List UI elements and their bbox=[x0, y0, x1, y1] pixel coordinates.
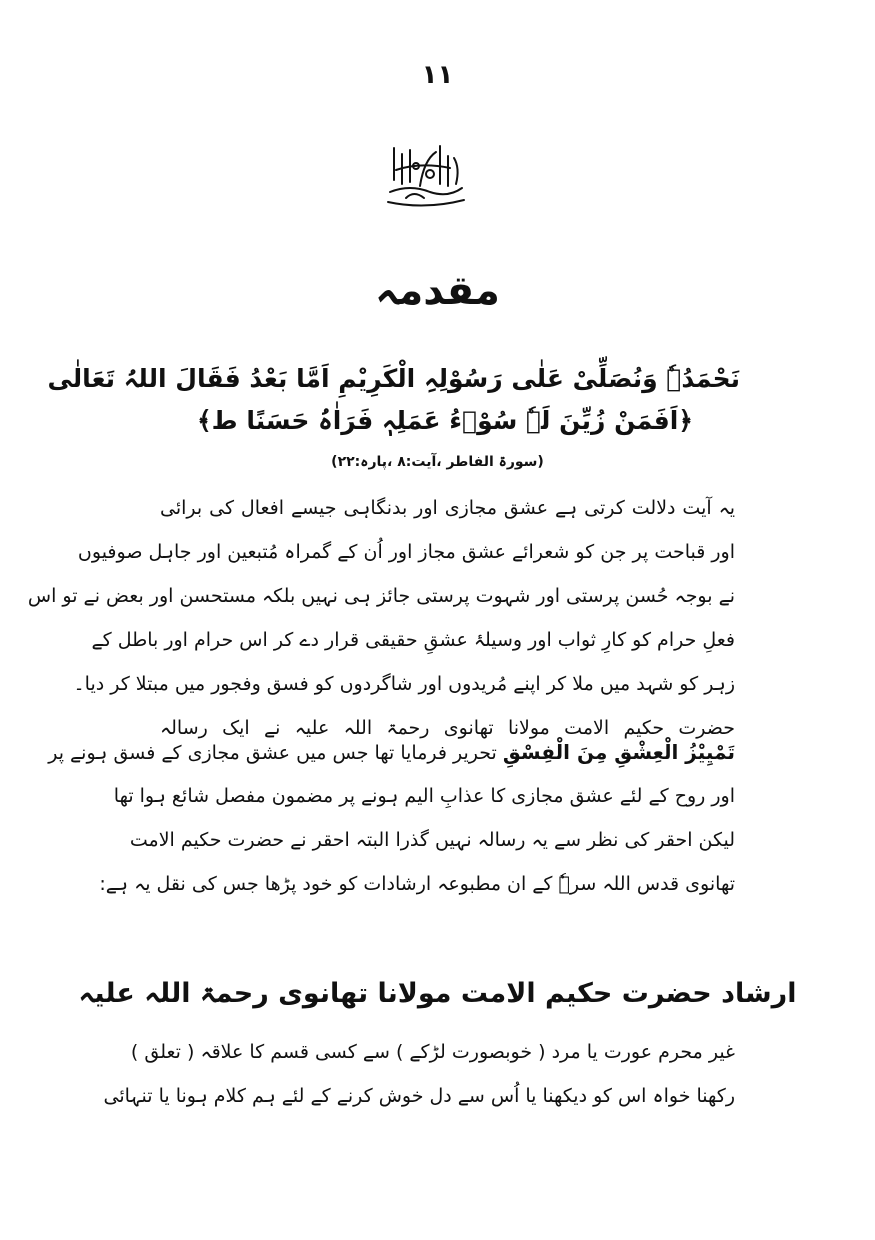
text-line: حضرت حکیم الامت مولانا تھانوی رحمۃ اللہ علیہ نے ایک رسالہ bbox=[160, 717, 735, 739]
paragraph-intro bbox=[27, 486, 735, 750]
text-line bbox=[48, 730, 735, 774]
bismillah-calligraphy-icon bbox=[380, 140, 470, 212]
text-line: فعلِ حرام کو کارِ ثواب اور وسیلۂ عشقِ حقیقی قرار دے کر اس حرام اور باطل کے bbox=[91, 629, 735, 651]
page-number: ۱۱ bbox=[421, 60, 454, 90]
text-line: تھانوی قدس اللہ سرہٗ کے ان مطبوعہ ارشادات کو خود پڑھا جس کی نقل یہ ہے: bbox=[99, 873, 735, 895]
text-line: غیر محرم عورت یا مرد ( خوبصورت لڑکے ) سے کسی قسم کا علاقہ ( تعلق ) bbox=[130, 1041, 735, 1063]
bismillah-calligraphy bbox=[380, 140, 470, 212]
text-line: رکھنا خواہ اس کو دیکھنا یا اُس سے دل خوش کرنے کے لئے ہم کلام ہونا یا تنہائی bbox=[103, 1085, 735, 1107]
quran-verse-line: ﴿اَفَمَنْ زُیِّنَ لَہٗ سُوْۗءُ عَمَلِہٖ فَرَاٰہُ حَسَنًا ط﴾ bbox=[197, 406, 693, 435]
text-line: نے بوجہ حُسن پرستی اور شہوت پرستی جائز ہی نہیں بلکہ مستحسن اور بعض نے تو اس bbox=[27, 585, 735, 607]
text-segment: تحریر فرمایا تھا جس میں عشق مجازی کے فسق ہونے پر bbox=[48, 742, 503, 764]
text-line: اور قباحت پر جن کو شعرائے عشق مجاز اور اُن کے گمراہ مُتبعین اور جاہل صوفیوں bbox=[77, 541, 735, 563]
arabic-invocation-line: نَحْمَدُہٗ وَنُصَلِّیْ عَلٰی رَسُوْلِہِ الْکَرِیْمِ اَمَّا بَعْدُ فَقَالَ اللہُ تَعَالٰی bbox=[47, 364, 740, 393]
text-line: لیکن احقر کی نظر سے یہ رسالہ نہیں گذرا البتہ احقر نے حضرت حکیم الامت bbox=[129, 829, 735, 851]
text-line: زہر کو شہد میں ملا کر اپنے مُریدوں اور شاگردوں کو فسق وفجور میں مبتلا کر دیا۔ bbox=[73, 673, 735, 695]
page-title: مقدمہ bbox=[375, 268, 500, 314]
book-title: تَمْیِیْزُ الْعِشْقِ مِنَ الْفِسْقِ bbox=[502, 740, 735, 764]
paragraph-irshad bbox=[103, 1030, 735, 1118]
text-line: یہ آیت دلالت کرتی ہے عشق مجازی اور بدنگاہی جیسے افعال کی برائی bbox=[160, 497, 735, 519]
paragraph-risala bbox=[48, 730, 735, 906]
text-line: اور روح کے لئے عشق مجازی کا عذابِ الیم ہونے پر مضمون مفصل شائع ہوا تھا bbox=[113, 785, 735, 807]
verse-reference: (سورۃ الفاطر ،آیت:۸ ،پارہ:۲۲) bbox=[331, 454, 544, 470]
section-heading: ارشاد حضرت حکیم الامت مولانا تھانوی رحمۃ اللہ علیہ bbox=[78, 978, 797, 1009]
